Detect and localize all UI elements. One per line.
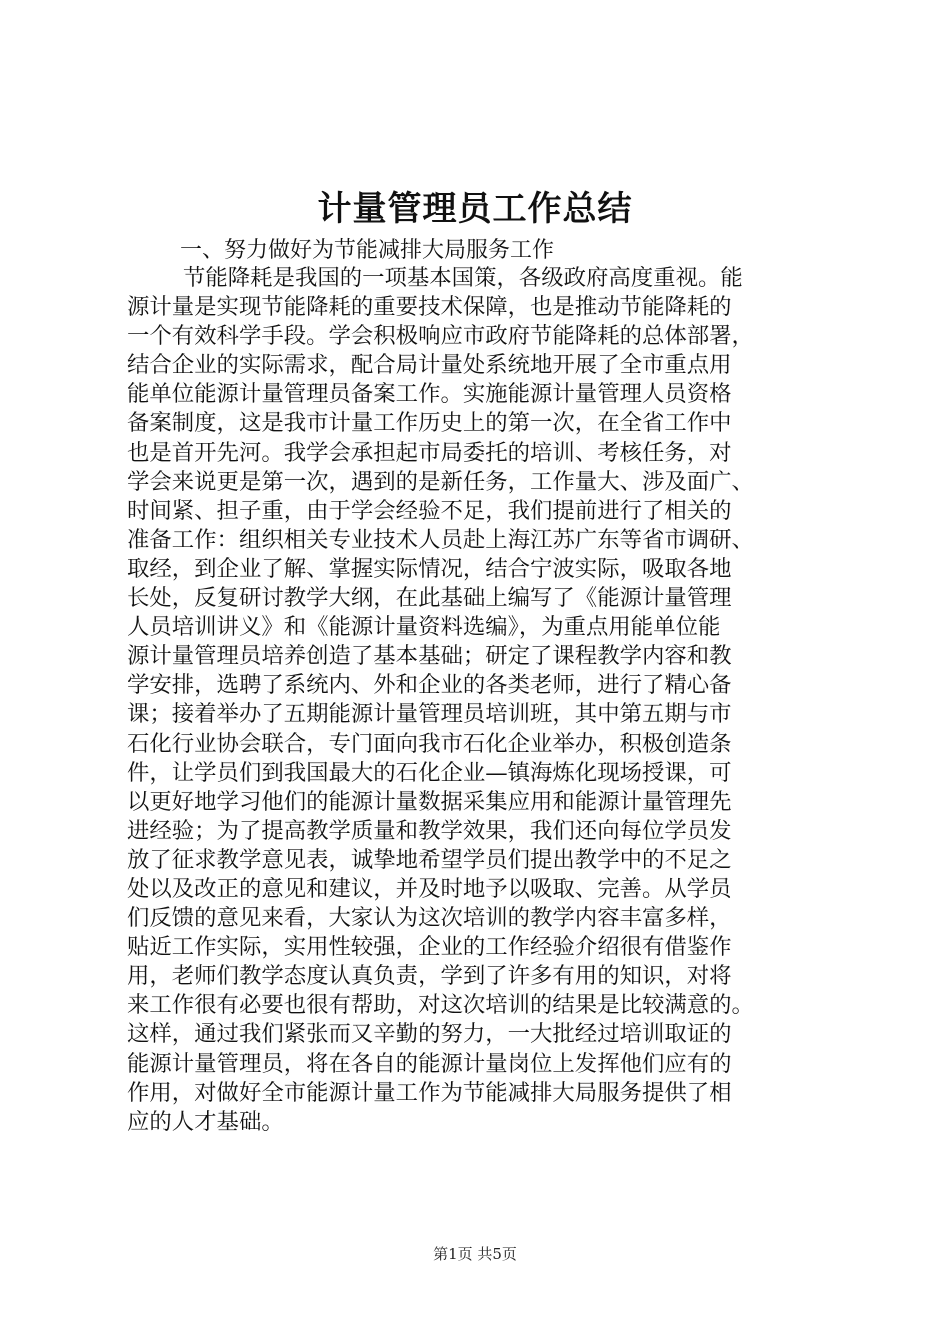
body-line: 人员培训讲义》和《能源计量资料选编》，为重点用能单位能 <box>127 614 721 641</box>
body-line: 应的人才基础。 <box>127 1108 284 1135</box>
body-line: 贴近工作实际，实用性较强，企业的工作经验介绍很有借鉴作 <box>127 934 732 961</box>
body-line: 以更好地学习他们的能源计量数据采集应用和能源计量管理先 <box>127 788 732 815</box>
body-line: 用，老师们教学态度认真负责，学到了许多有用的知识，对将 <box>127 963 732 990</box>
body-line: 一个有效科学手段。学会积极响应市政府节能降耗的总体部署， <box>127 323 754 350</box>
body-line: 长处，反复研讨教学大纲，在此基础上编写了《能源计量管理 <box>127 585 732 612</box>
body-line: 来工作很有必要也很有帮助，对这次培训的结果是比较满意的。 <box>127 992 754 1019</box>
body-line: 们反馈的意见来看，大家认为这次培训的教学内容丰富多样， <box>127 905 732 932</box>
body-line: 石化行业协会联合，专门面向我市石化企业举办，积极创造条 <box>127 730 732 757</box>
body-line: 能源计量管理员，将在各自的能源计量岗位上发挥他们应有的 <box>127 1050 732 1077</box>
page-footer: 第1页 共5页 <box>433 1245 517 1263</box>
body-line: 件，让学员们到我国最大的石化企业—镇海炼化现场授课，可 <box>127 759 732 786</box>
body-line: 取经，到企业了解、掌握实际情况，结合宁波实际，吸取各地 <box>127 555 732 582</box>
section-heading: 一、努力做好为节能减排大局服务工作 <box>180 238 555 263</box>
body-line: 这样，通过我们紧张而又辛勤的努力，一大批经过培训取证的 <box>127 1021 732 1048</box>
body-line: 课；接着举办了五期能源计量管理员培训班，其中第五期与市 <box>127 701 732 728</box>
body-line: 也是首开先河。我学会承担起市局委托的培训、考核任务，对 <box>127 439 732 466</box>
body-line: 学安排，选聘了系统内、外和企业的各类老师，进行了精心备 <box>127 672 732 699</box>
body-paragraph <box>127 264 847 1137</box>
body-line: 放了征求教学意见表，诚挚地希望学员们提出教学中的不足之 <box>127 846 732 873</box>
body-line: 源计量管理员培养创造了基本基础；研定了课程教学内容和教 <box>127 643 732 670</box>
body-line: 进经验；为了提高教学质量和教学效果，我们还向每位学员发 <box>127 817 732 844</box>
body-line: 时间紧、担子重，由于学会经验不足，我们提前进行了相关的 <box>127 497 732 524</box>
page-title: 计量管理员工作总结 <box>317 189 633 229</box>
body-line: 作用，对做好全市能源计量工作为节能减排大局服务提供了相 <box>127 1079 732 1106</box>
body-line: 备案制度，这是我市计量工作历史上的第一次，在全省工作中 <box>127 410 732 437</box>
body-line: 结合企业的实际需求，配合局计量处系统地开展了全市重点用 <box>127 352 732 379</box>
body-line: 节能降耗是我国的一项基本国策，各级政府高度重视。能 <box>183 265 743 291</box>
body-line: 准备工作：组织相关专业技术人员赴上海江苏广东等省市调研、 <box>127 526 754 553</box>
body-line: 学会来说更是第一次，遇到的是新任务，工作量大、涉及面广、 <box>127 468 754 495</box>
body-line: 处以及改正的意见和建议，并及时地予以吸取、完善。从学员 <box>127 875 732 902</box>
body-line: 源计量是实现节能降耗的重要技术保障，也是推动节能降耗的 <box>127 294 732 321</box>
body-line: 能单位能源计量管理员备案工作。实施能源计量管理人员资格 <box>127 381 732 408</box>
